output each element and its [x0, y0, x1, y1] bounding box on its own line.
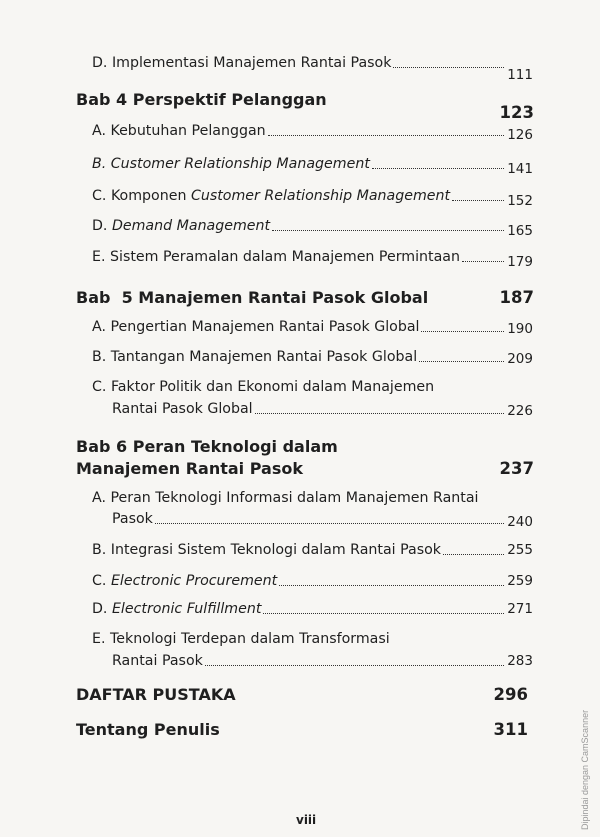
leader-dots: [272, 230, 504, 231]
toc-entry-6b[interactable]: [92, 541, 533, 559]
toc-entry-label: D. Demand Management: [92, 218, 271, 234]
page-number-footer: viii: [296, 813, 317, 827]
toc-entry-5c-line1[interactable]: C. Faktor Politik dan Ekonomi dalam Manajemen: [92, 379, 435, 395]
leader-dots: [372, 168, 504, 169]
toc-entry-4c[interactable]: [92, 187, 533, 209]
heading-daftar-pustaka[interactable]: [76, 684, 528, 706]
toc-page-number: 141: [507, 161, 533, 177]
leader-dots: [452, 200, 504, 201]
toc-page-number: 255: [507, 542, 533, 558]
chapter-title: Bab 5 Manajemen Rantai Pasok Global: [76, 288, 429, 307]
chapter-page-number: 123: [499, 103, 534, 122]
toc-entry-4e[interactable]: [92, 248, 533, 270]
toc-entry-label: A. Pengertian Manajemen Rantai Pasok Global: [92, 319, 420, 335]
leader-dots: [279, 585, 504, 586]
toc-entry-label: D. Electronic Fulfillment: [92, 601, 262, 617]
chapter-title: Tentang Penulis: [76, 720, 220, 739]
toc-entry-label: C. Komponen Customer Relationship Management: [92, 188, 451, 204]
toc-entry-6e-line1[interactable]: E. Teknologi Terdepan dalam Transformasi: [92, 631, 390, 647]
toc-page-number: 126: [507, 127, 533, 143]
scanner-watermark: Dipindai dengan CamScanner: [580, 709, 590, 830]
toc-entry-5a[interactable]: [92, 318, 533, 336]
toc-page-number: 283: [507, 653, 533, 669]
toc-entry-d-implementasi[interactable]: [92, 54, 533, 83]
leader-dots: [268, 135, 505, 136]
toc-entry-label: A. Kebutuhan Pelanggan: [92, 123, 266, 139]
chapter-page-number: 237: [499, 459, 534, 478]
chapter-title-line2: Manajemen Rantai Pasok: [76, 459, 303, 478]
chapter-heading-bab-4[interactable]: [76, 89, 534, 122]
chapter-page-number: 311: [493, 720, 528, 739]
toc-entry-label: B. Tantangan Manajemen Rantai Pasok Global: [92, 349, 418, 365]
toc-entry-label: C. Electronic Procurement: [92, 573, 278, 589]
chapter-title: Bab 4 Perspektif Pelanggan: [76, 90, 327, 109]
chapter-title-line1: Bab 6 Peran Teknologi dalam: [76, 437, 338, 456]
toc-entry-6e[interactable]: [112, 652, 533, 670]
toc-entry-5b[interactable]: [92, 348, 533, 366]
toc-entry-4d[interactable]: [92, 217, 533, 239]
leader-dots: [419, 361, 504, 362]
toc-page-number: 179: [507, 254, 533, 270]
toc-page-number: 111: [507, 67, 533, 83]
toc-entry-5c[interactable]: [112, 400, 533, 418]
chapter-heading-bab-6[interactable]: [76, 436, 534, 480]
leader-dots: [421, 331, 504, 332]
toc-page-number: 165: [507, 223, 533, 239]
toc-page-number: 152: [507, 193, 533, 209]
leader-dots: [205, 665, 504, 666]
toc-entry-6a[interactable]: [112, 510, 533, 528]
heading-tentang-penulis[interactable]: [76, 719, 528, 741]
toc-page-number: 190: [507, 321, 533, 337]
toc-entry-label: D. Implementasi Manajemen Rantai Pasok: [92, 55, 392, 71]
toc-page-number: 259: [507, 573, 533, 589]
leader-dots: [255, 413, 505, 414]
toc-entry-label: B. Integrasi Sistem Teknologi dalam Rantai Pasok: [92, 542, 442, 558]
toc-page-number: 271: [507, 601, 533, 617]
chapter-page-number: 296: [493, 685, 528, 704]
toc-page-number: 226: [507, 403, 533, 419]
toc-entry-label: Rantai Pasok Global: [112, 401, 253, 417]
toc-entry-label: B. Customer Relationship Management: [92, 156, 370, 172]
chapter-page-number: 187: [499, 288, 534, 307]
leader-dots: [155, 523, 504, 524]
toc-entry-4a[interactable]: [92, 122, 533, 143]
leader-dots: [462, 261, 504, 262]
toc-page-number: 240: [507, 514, 533, 530]
toc-entry-label: E. Sistem Peramalan dalam Manajemen Permintaan: [92, 249, 460, 265]
chapter-heading-bab-5[interactable]: [76, 287, 534, 309]
leader-dots: [443, 554, 504, 555]
toc-entry-6d[interactable]: [92, 600, 533, 618]
chapter-title: DAFTAR PUSTAKA: [76, 685, 236, 704]
toc-page-number: 209: [507, 351, 533, 367]
toc-entry-4b[interactable]: [92, 155, 533, 177]
toc-entry-6c[interactable]: [92, 572, 533, 590]
toc-entry-label: Rantai Pasok: [112, 653, 203, 669]
leader-dots: [393, 67, 504, 68]
toc-entry-6a-line1[interactable]: A. Peran Teknologi Informasi dalam Manajemen Rantai: [92, 490, 479, 506]
leader-dots: [263, 613, 504, 614]
toc-entry-label: Pasok: [112, 511, 153, 527]
